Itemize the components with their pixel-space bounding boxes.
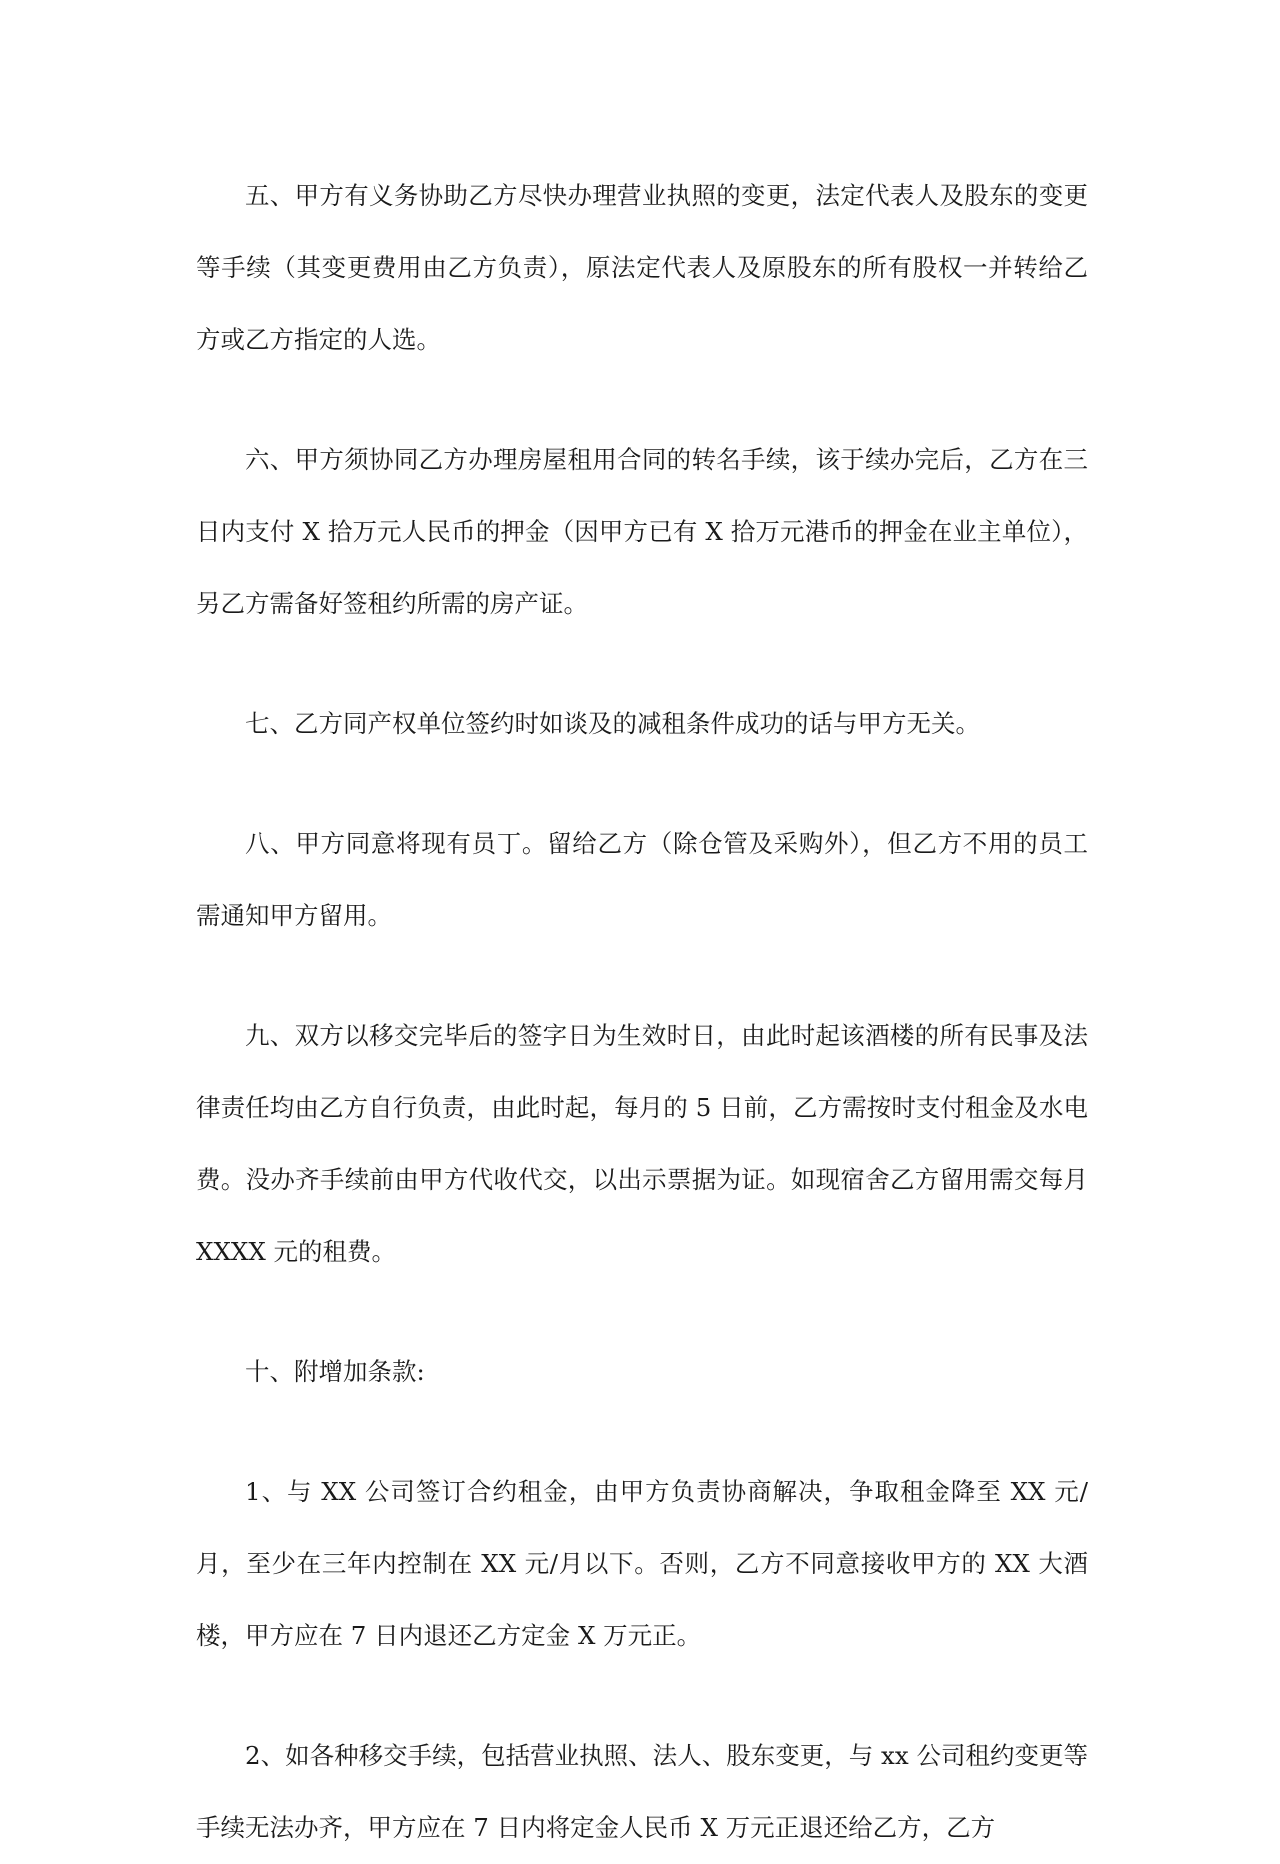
clause-nine: 九、双方以移交完毕后的签字日为生效时日，由此时起该酒楼的所有民事及法律责任均由乙方自行负责，由此时起，每月的 5 日前，乙方需按时支付租金及水电费。没办齐手续前由甲方代收代交，以出示票据为证。如现宿舍乙方留用需交每月 XXXX 元的租费。 — [196, 1021, 1088, 1266]
additional-clause-1: 1、与 XX 公司签订合约租金，由甲方负责协商解决，争取租金降至 XX 元/月，至少在三年内控制在 XX 元/月以下。否则，乙方不同意接收甲方的 XX 大酒楼，甲方应在 7 日内退还乙方定金 X 万元正。 — [196, 1477, 1088, 1650]
clause-six: 六、甲方须协同乙方办理房屋租用合同的转名手续，该于续办完后，乙方在三日内支付 X 拾万元人民币的押金（因甲方已有 X 拾万元港币的押金在业主单位），另乙方需备好签租约所需的房产证。 — [196, 445, 1088, 618]
clause-seven: 七、乙方同产权单位签约时如谈及的减租条件成功的话与甲方无关。 — [245, 709, 980, 738]
clause-ten-heading: 十、附增加条款: — [245, 1357, 425, 1386]
additional-clause-2: 2、如各种移交手续，包括营业执照、法人、股东变更，与 xx 公司租约变更等手续无法办齐，甲方应在 7 日内将定金人民币 X 万元正退还给乙方，乙方 — [196, 1741, 1088, 1842]
clause-five: 五、甲方有义务协助乙方尽快办理营业执照的变更，法定代表人及股东的变更等手续（其变更费用由乙方负责），原法定代表人及原股东的所有股权一并转给乙方或乙方指定的人选。 — [196, 181, 1088, 354]
document-body — [196, 160, 1088, 1864]
clause-eight: 八、甲方同意将现有员丁。留给乙方（除仓管及采购外），但乙方不用的员工需通知甲方留用。 — [196, 829, 1088, 930]
